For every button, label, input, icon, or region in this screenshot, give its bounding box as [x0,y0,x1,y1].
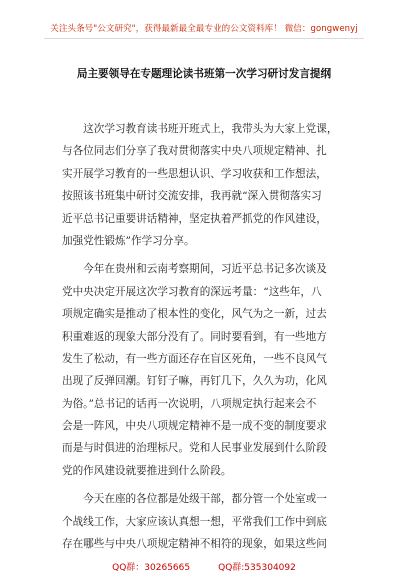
qq-group-2: QQ群:535304092 [218,563,296,573]
document-body [62,118,352,555]
text-line: 而是与时俱进的治理标尺。党和人民事业发展到什么阶段 [62,442,327,455]
text-line: 发生了松动，有一些方面还存在盲区死角，一些不良风气 [62,352,327,365]
text-line: 为俗。”总书记的话再一次说明，八项规定执行起来会不 [62,397,317,410]
text-line: 按照该书班集中研讨交流安排，我再就“深入贯彻落实习 [62,190,322,203]
text-line: 个战线工作，大家应该认真想一想，平常我们工作中到底 [62,515,327,528]
text-line: 近平总书记重要讲话精神，坚定执着严抓党的作风建设， [62,212,327,225]
text-line: 这次学习教育读书班开班式上，我带头为大家上党课， [62,123,338,135]
paragraph [62,488,352,555]
footer [0,560,408,573]
paragraph [62,118,352,252]
text-line: 与各位同志们分享了我对贯彻落实中央八项规定精神、扎 [62,145,327,158]
document-title: 局主要领导在专题理论读书班第一次学习研讨发言提纲 [76,68,332,80]
text-line: 会是一阵风，中央八项规定精神不是一成不变的制度要求 [62,420,327,433]
paragraph [62,258,352,482]
text-line: 积重难返的现象大部分没有了。同时要看到，有一些地方 [62,330,327,343]
text-line: 出现了反弹回潮。钉钉子嘛，再钉几下，久久为功，化风 [62,375,327,388]
header-divider [44,38,364,39]
text-line: 党的作风建设就要推进到什么阶段。 [62,464,232,477]
text-line: 项规定确实是推动了根本性的变化，风气为之一新，过去 [62,308,327,321]
text-line: 今天在座的各位都是处级干部，都分管一个处室或一 [62,493,327,506]
text-line: 党中央决定开展这次学习教育的深远考量：“这些年，八 [62,285,322,298]
text-line: 存在哪些与中央八项规定精神不相符的现象，如果这些问 [62,538,327,551]
text-line: 实开展学习教育的一些思想认识、学习收获和工作想法， [62,167,327,180]
text-line: 今年在贵州和云南考察期间，习近平总书记多次谈及 [62,263,327,276]
header-banner: 关注头条号"公文研究"，获得最新最全最专业的公文资料库！ 微信：gongwenyj [50,24,358,34]
qq-group-1: QQ群：30265665 [112,563,191,573]
text-line: 加强党性锻炼”作学习分享。 [62,234,195,247]
